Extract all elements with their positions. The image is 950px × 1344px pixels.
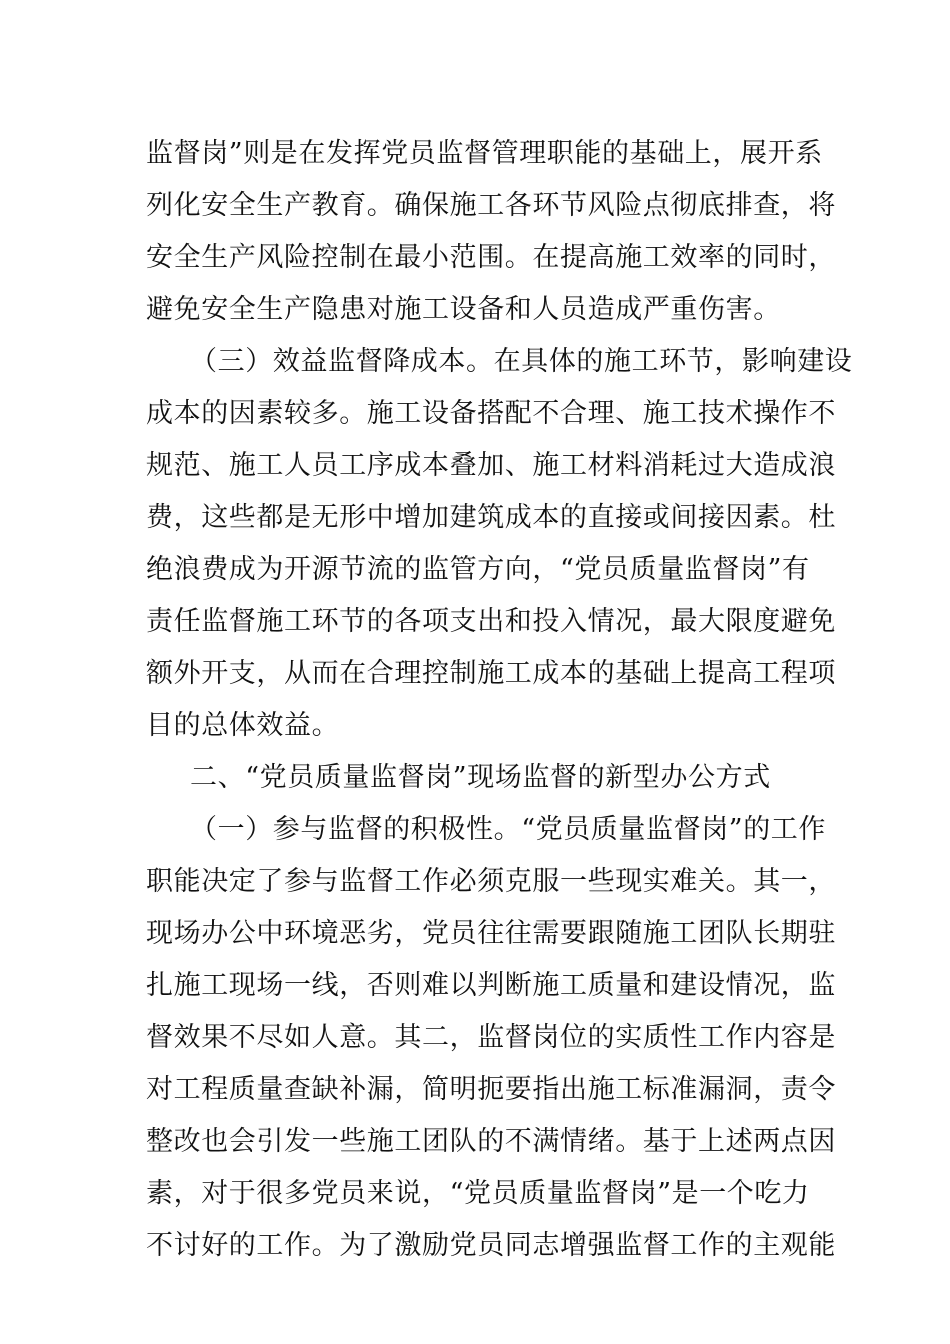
text-line: 目的总体效益。 [146,710,340,741]
text-line: 现场办公中环境恶劣，党员往往需要跟随施工团队长期驻 [146,918,836,949]
text-line: 额外开支，从而在合理控制施工成本的基础上提高工程项 [146,658,836,689]
text-line: 成本的因素较多。施工设备搭配不合理、施工技术操作不 [146,398,836,429]
paragraph-heading-line: （三）效益监督降成本。在具体的施工环节，影响建设 [190,346,853,377]
text-line: 不讨好的工作。为了激励党员同志增强监督工作的主观能 [146,1230,836,1261]
text-line: 规范、施工人员工序成本叠加、施工材料消耗过大造成浪 [146,450,836,481]
text-line: 素，对于很多党员来说，“党员质量监督岗”是一个吃力 [146,1178,810,1209]
section-heading: 二、“党员质量监督岗”现场监督的新型办公方式 [190,762,771,793]
text-line: 绝浪费成为开源节流的监管方向，“党员质量监督岗”有 [146,554,810,585]
text-line: 对工程质量查缺补漏，简明扼要指出施工标准漏洞，责令 [146,1074,836,1105]
text-line: 监督岗”则是在发挥党员监督管理职能的基础上，展开系 [146,138,823,169]
text-line: 避免安全生产隐患对施工设备和人员造成严重伤害。 [146,294,781,325]
text-line: 列化安全生产教育。确保施工各环节风险点彻底排查，将 [146,190,836,221]
paragraph-heading-line: （一）参与监督的积极性。“党员质量监督岗”的工作 [190,814,827,845]
text-line: 安全生产风险控制在最小范围。在提高施工效率的同时， [146,242,836,273]
text-line: 扎施工现场一线，否则难以判断施工质量和建设情况，监 [146,970,836,1001]
text-line: 费，这些都是无形中增加建筑成本的直接或间接因素。杜 [146,502,836,533]
text-line: 督效果不尽如人意。其二，监督岗位的实质性工作内容是 [146,1022,836,1053]
text-line: 职能决定了参与监督工作必须克服一些现实难关。其一， [146,866,836,897]
text-line: 责任监督施工环节的各项支出和投入情况，最大限度避免 [146,606,836,637]
text-line: 整改也会引发一些施工团队的不满情绪。基于上述两点因 [146,1126,836,1157]
